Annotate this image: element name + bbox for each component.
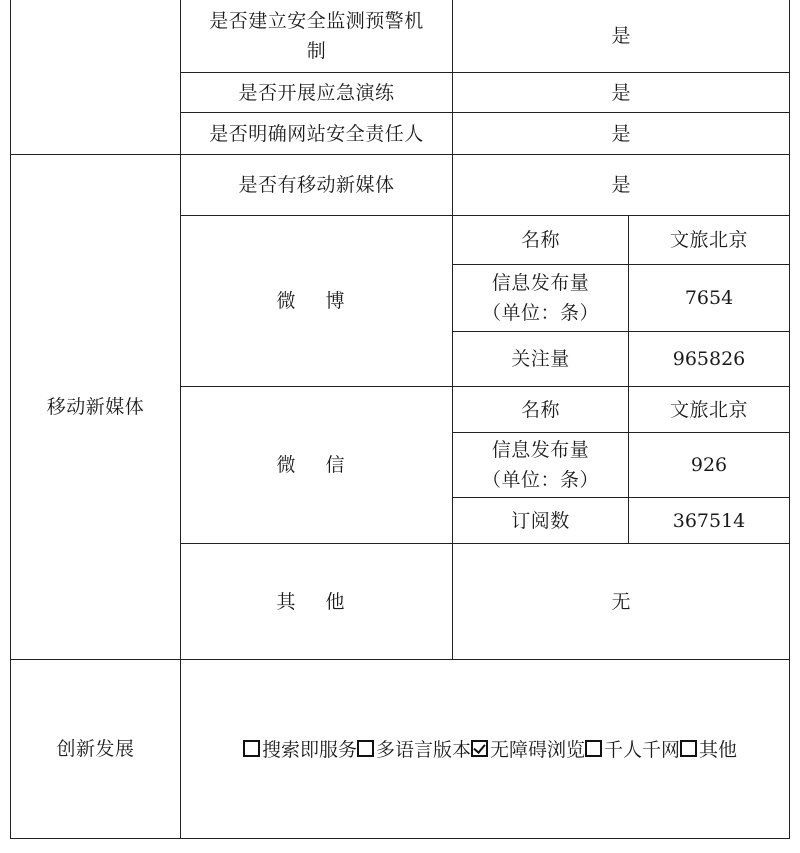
has-new-media-value: 是 <box>611 174 631 196</box>
checkbox-accessibility[interactable] <box>471 740 488 757</box>
other-label: 其 他 <box>276 590 357 613</box>
weibo-name-label: 名称 <box>520 229 560 251</box>
option-label: 其他 <box>699 739 738 761</box>
weibo-name-value: 文旅北京 <box>669 229 748 251</box>
option-label: 多语言版本 <box>375 739 471 761</box>
new-media-section-label: 移动新媒体 <box>46 396 145 418</box>
other-value: 无 <box>611 590 631 613</box>
option-label: 千人千网 <box>604 739 681 761</box>
checkbox-search-as-service[interactable] <box>243 740 260 757</box>
monitoring-value: 是 <box>611 25 631 47</box>
wechat-name-value: 文旅北京 <box>669 398 748 421</box>
option-accessibility[interactable] <box>471 735 585 762</box>
option-personalized[interactable] <box>585 735 680 762</box>
wechat-posts-value: 926 <box>690 454 728 476</box>
responsible-label: 是否明确网站安全责任人 <box>209 122 424 145</box>
wechat-subscribers-label: 订阅数 <box>511 509 570 532</box>
wechat-name-label: 名称 <box>520 398 560 421</box>
monitoring-label: 是否建立安全监测预警机制 <box>209 10 424 62</box>
wechat-posts-label: 信息发布量（单位：条） <box>481 439 599 491</box>
innovation-section-label: 创新发展 <box>56 738 135 760</box>
responsible-value: 是 <box>611 122 631 145</box>
checkbox-personalized[interactable] <box>585 740 602 757</box>
wechat-label: 微 信 <box>276 454 357 476</box>
wechat-subscribers-value: 367514 <box>672 509 746 532</box>
weibo-followers-label: 关注量 <box>511 348 570 370</box>
weibo-followers-value: 965826 <box>672 348 746 370</box>
drill-value: 是 <box>611 81 631 104</box>
option-other[interactable] <box>680 735 737 762</box>
has-new-media-label: 是否有移动新媒体 <box>238 174 395 196</box>
option-multilingual[interactable] <box>357 735 471 762</box>
option-search-as-service[interactable] <box>243 735 357 762</box>
weibo-posts-value: 7654 <box>684 287 734 309</box>
option-label: 无障碍浏览 <box>489 739 585 761</box>
checkbox-other[interactable] <box>680 740 697 757</box>
option-label: 搜索即服务 <box>261 739 357 761</box>
drill-label: 是否开展应急演练 <box>238 81 395 104</box>
innovation-options <box>180 659 800 838</box>
weibo-posts-label: 信息发布量（单位：条） <box>481 272 599 324</box>
checkbox-multilingual[interactable] <box>357 740 374 757</box>
weibo-label: 微 博 <box>276 290 357 312</box>
